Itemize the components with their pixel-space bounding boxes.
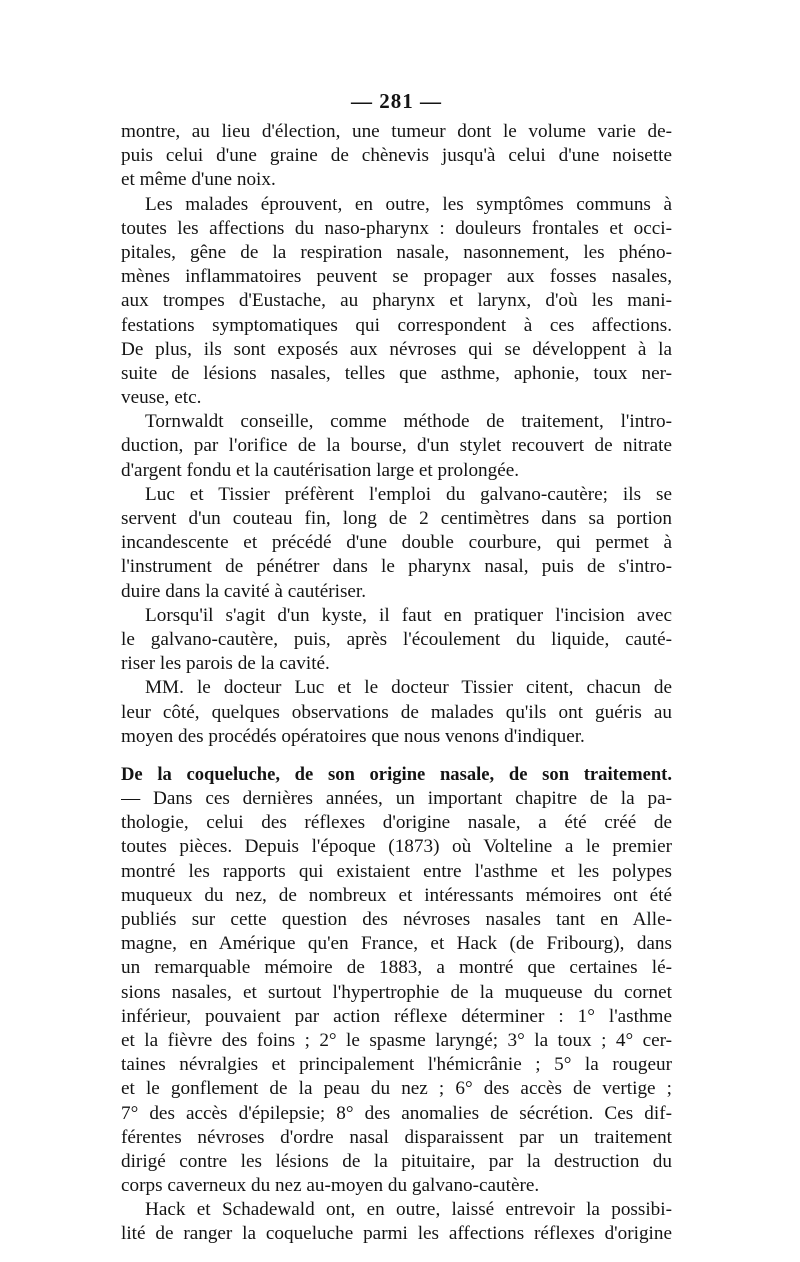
book-page bbox=[121, 88, 672, 1247]
text-line: et le gonflement de la peau du nez ; 6° des accès de vertige ; bbox=[121, 1078, 672, 1100]
text-line: incandescente et précédé d'une double courbure, qui permet à bbox=[121, 532, 672, 554]
paragraph bbox=[121, 676, 672, 749]
text-line: De plus, ils sont exposés aux névroses qui se développent à la bbox=[121, 338, 672, 360]
paragraph bbox=[121, 410, 672, 483]
text-line: muqueux du nez, de nombreux et intéressants mémoires ont été bbox=[121, 884, 672, 906]
text-line: Hack et Schadewald ont, en outre, laissé entrevoir la possibi- bbox=[145, 1199, 672, 1221]
text-line: et même d'une noix. bbox=[121, 169, 276, 191]
text-line: servent d'un couteau fin, long de 2 centimètres dans sa portion bbox=[121, 508, 672, 529]
text-line: pitales, gêne de la respiration nasale, nasonnement, les phéno- bbox=[121, 241, 672, 263]
text-line: aux trompes d'Eustache, au pharynx et larynx, d'où les mani- bbox=[121, 290, 672, 312]
text-line: leur côté, quelques observations de malades qu'ils ont guéris au bbox=[121, 701, 672, 723]
text-line: d'argent fondu et la cautérisation large et prolongée. bbox=[121, 459, 520, 481]
text-line: lité de ranger la coqueluche parmi les affections réflexes d'origine bbox=[121, 1223, 672, 1245]
text-line: duire dans la cavité à cautériser. bbox=[121, 580, 367, 602]
text-line: inférieur, pouvaient par action réflexe déterminer : 1° l'asthme bbox=[121, 1005, 672, 1027]
page-number: — 281 — bbox=[351, 89, 442, 113]
paragraph bbox=[121, 1198, 672, 1246]
text-line: montre, au lieu d'élection, une tumeur dont le volume varie de- bbox=[121, 121, 672, 142]
text-line: le galvano-cautère, puis, après l'écoulement du liquide, cauté- bbox=[121, 628, 672, 650]
text-line: sions nasales, et surtout l'hypertrophie de la muqueuse du cornet bbox=[121, 981, 672, 1003]
text-line: puis celui d'une graine de chènevis jusqu'à celui d'une noisette bbox=[121, 145, 672, 167]
text-line: montré les rapports qui existaient entre l'asthme et les polypes bbox=[121, 860, 672, 882]
text-line: — Dans ces dernières années, un important chapitre de la pa- bbox=[121, 788, 672, 810]
text-line: magne, en Amérique qu'en France, et Hack (de Fribourg), dans bbox=[121, 933, 672, 955]
text-line: duction, par l'orifice de la bourse, d'un stylet recouvert de nitrate bbox=[121, 435, 672, 457]
text-line: un remarquable mémoire de 1883, a montré que certaines lé- bbox=[121, 957, 672, 979]
text-line: publiés sur cette question des névroses nasales tant en Alle- bbox=[121, 909, 672, 930]
text-line: toutes pièces. Depuis l'époque (1873) où Volteline a le premier bbox=[121, 836, 672, 858]
text-line: moyen des procédés opératoires que nous venons d'indiquer. bbox=[121, 725, 585, 747]
text-line: 7° des accès d'épilepsie; 8° des anomalies de sécrétion. Ces dif- bbox=[121, 1102, 672, 1124]
text-line: l'instrument de pénétrer dans le pharynx nasal, puis de s'intro- bbox=[121, 556, 672, 578]
paragraph bbox=[121, 787, 672, 1198]
paragraph bbox=[121, 604, 672, 677]
text-line: Tornwaldt conseille, comme méthode de traitement, l'intro- bbox=[145, 411, 672, 433]
text-line: dirigé contre les lésions de la pituitaire, par la destruction du bbox=[121, 1150, 672, 1172]
paragraph bbox=[121, 120, 672, 193]
text-line: corps caverneux du nez au-moyen du galvano-cautère. bbox=[121, 1175, 540, 1197]
text-line: Luc et Tissier préfèrent l'emploi du galvano-cautère; ils se bbox=[145, 483, 672, 505]
text-line: festations symptomatiques qui correspondent à ces affections. bbox=[121, 314, 672, 336]
section-body-text bbox=[121, 787, 672, 1247]
text-line: toutes les affections du naso-pharynx : douleurs frontales et occi- bbox=[121, 217, 672, 239]
text-line: Les malades éprouvent, en outre, les symptômes communs à bbox=[145, 193, 672, 215]
section-gap bbox=[121, 749, 672, 763]
text-line: férentes névroses d'ordre nasal disparaissent par un traitement bbox=[121, 1126, 672, 1148]
text-line: MM. le docteur Luc et le docteur Tissier citent, chacun de bbox=[145, 677, 672, 699]
text-line: suite de lésions nasales, telles que asthme, aphonie, toux ner- bbox=[121, 362, 672, 384]
section-heading: De la coqueluche, de son origine nasale, de son traitement. bbox=[121, 763, 672, 785]
text-line: thologie, celui des réflexes d'origine nasale, a été créé de bbox=[121, 812, 672, 834]
text-line: veuse, etc. bbox=[121, 387, 202, 409]
text-line: taines névralgies et principalement l'hémicrânie ; 5° la rougeur bbox=[121, 1054, 672, 1076]
text-line: riser les parois de la cavité. bbox=[121, 653, 330, 675]
body-text bbox=[121, 120, 672, 749]
text-line: Lorsqu'il s'agit d'un kyste, il faut en pratiquer l'incision avec bbox=[145, 604, 672, 626]
paragraph bbox=[121, 483, 672, 604]
text-line: mènes inflammatoires peuvent se propager aux fosses nasales, bbox=[121, 266, 672, 288]
paragraph bbox=[121, 193, 672, 411]
text-line: et la fièvre des foins ; 2° le spasme laryngé; 3° la toux ; 4° cer- bbox=[121, 1029, 672, 1051]
